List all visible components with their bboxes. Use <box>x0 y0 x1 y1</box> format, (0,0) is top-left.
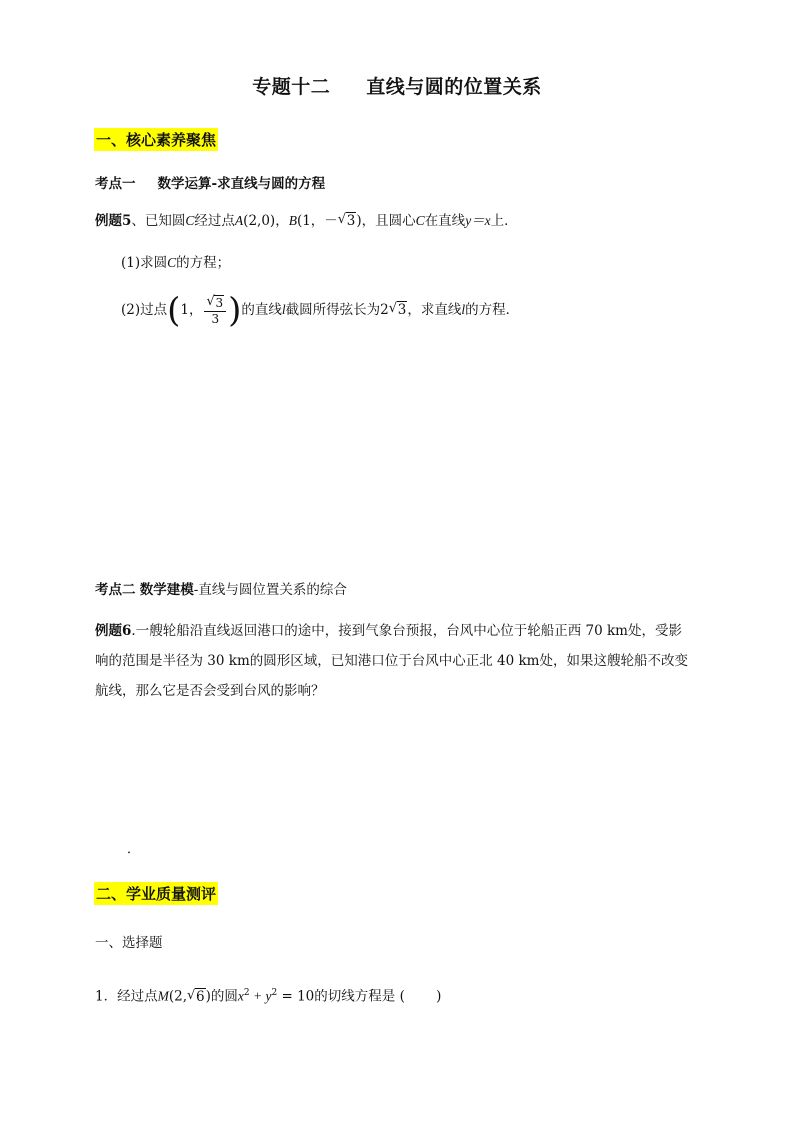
topic2-label: 考点二 <box>95 582 136 598</box>
question-1: 1．经过点M(2, √ 6)的圆$x^2 + y^2 = 10$的切线方程是 ( ) <box>95 987 442 1005</box>
topic2-name-rest: -直线与圆位置关系的综合 <box>193 582 347 598</box>
example5-statement: 例题5、已知圆C经过点A(2,0)，B(1，－ √ 3)，且圆心C在直线y＝x上． <box>95 208 518 234</box>
section-heading-core: 一、核心素养聚焦 <box>94 128 218 151</box>
example5-question2: (2)过点(1， √ 3 3 )的直线l截圆所得弦长为2 √ 3，求直线l的方程． <box>121 290 520 331</box>
page-title <box>0 72 794 99</box>
stray-dot: ． <box>127 842 141 857</box>
topic1-name: 数学运算-求直线与圆的方程 <box>157 176 326 192</box>
topic-heading-2 <box>95 578 347 598</box>
example6-label: 例题6 <box>95 623 132 639</box>
sqrt-symbol: √ 3 <box>337 212 356 229</box>
right-paren: ) <box>228 290 242 331</box>
topic1-label: 考点一 <box>95 176 136 192</box>
title-part2: 直线与圆的位置关系 <box>366 76 542 98</box>
fraction-sqrt3-over-3: √ 3 3 <box>204 295 226 327</box>
title-part1: 专题十二 <box>252 76 331 98</box>
topic-heading-1 <box>95 172 325 192</box>
section-heading-quality: 二、学业质量测评 <box>94 882 218 905</box>
example5-question1: (1)求圆C的方程； <box>121 255 231 271</box>
example6-statement: 例题6.一艘轮船沿直线返回港口的途中，接到气象台预报，台风中心位于轮船正西 70 km处，受影 响的范围是半径为 30 km的圆形区域，已知港口位于台风中心正北 40 km处，如果这艘轮船不改变 航线，那么它是否会受到台风的影响？ <box>95 623 688 699</box>
subsection-choice: 一、选择题 <box>95 935 163 951</box>
topic2-name-bold: 数学建模 <box>139 582 194 598</box>
left-paren: ( <box>167 290 181 331</box>
example5-label: 例题5 <box>95 213 132 229</box>
